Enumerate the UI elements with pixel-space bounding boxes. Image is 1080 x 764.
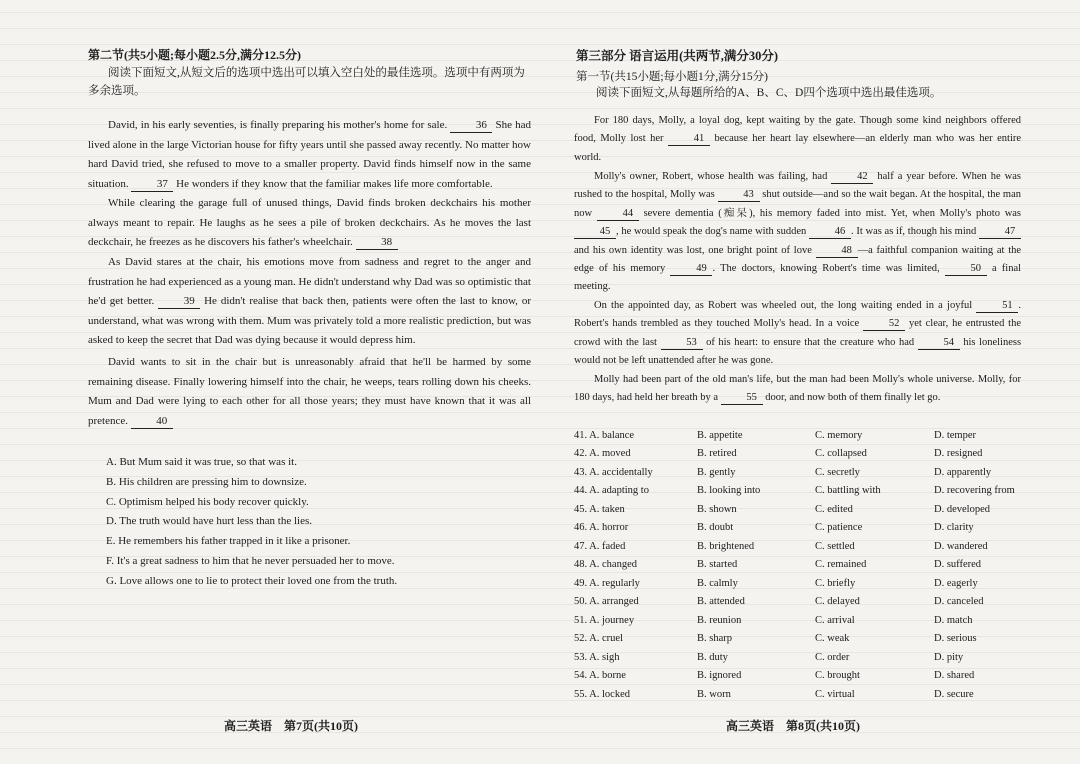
paragraph-text: his loneliness would not be left unattended after he was gone.: [574, 336, 1022, 367]
choice-row-49: [574, 574, 1044, 593]
blank-36: 36: [450, 119, 492, 133]
paragraph-text: yet clear, he entrusted the crowd with the last: [574, 318, 1022, 348]
choice-c: C. briefly: [815, 577, 856, 589]
choice-c: C. settled: [815, 540, 855, 552]
choice-d: D. canceled: [934, 596, 984, 608]
cloze-paragraph-4: [574, 371, 1021, 408]
choice-c: C. brought: [815, 670, 860, 682]
choice-b: B. attended: [697, 596, 745, 608]
blank-39: 39: [158, 295, 200, 309]
paragraph-text: He wonders if they know that the familiar makes life more comfortable.: [176, 177, 493, 190]
blank-54: 54: [918, 336, 960, 350]
choice-c: C. collapsed: [815, 448, 867, 460]
choice-b: B. retired: [697, 448, 737, 460]
paragraph-text: , he would speak the dog's name with sudden: [616, 226, 807, 238]
blank-49: 49: [670, 262, 712, 276]
choice-c: C. order: [815, 651, 850, 663]
paragraph-text: For 180 days, Molly, a loyal dog, kept waiting by the gate. Though some kind neighbors offered food, Molly lost her: [574, 115, 1021, 145]
choice-c: C. battling with: [815, 485, 881, 497]
cloze-choices-table: [574, 426, 1044, 704]
paragraph-text: . The doctors, knowing Robert's time was limited,: [712, 263, 940, 275]
paragraph-text: because her heart lay elsewhere—an elderly man who was her entire world.: [574, 133, 1022, 163]
option-g: G. Love allows one to lie to protect their loved one from the truth.: [106, 574, 398, 587]
choice-d: D. apparently: [934, 466, 992, 478]
paragraph-text: Molly had been part of the old man's life, but the man had been Molly's whole universe. Molly, for 180 days, had held her breath by a: [574, 374, 1021, 404]
paragraph-text: On the appointed day, as Robert was wheeled out, the long waiting ended in a joyful: [594, 300, 973, 311]
blank-51: 51: [976, 299, 1018, 313]
choice-a: 44. A. adapting to: [574, 485, 649, 497]
paragraph-text: a final meeting.: [574, 263, 1022, 293]
choice-d: D. recovering from: [934, 485, 1015, 497]
blank-53: 53: [661, 336, 703, 350]
choice-c: C. virtual: [815, 688, 855, 700]
cloze-paragraph-3: [574, 297, 1021, 371]
part-three-title: 第三部分 语言运用(共两节,满分30分): [576, 49, 779, 63]
choice-b: B. gently: [697, 466, 736, 478]
paragraph-text: severe dementia (痴呆), his memory faded into mist. Yet, when Molly's photo was: [643, 207, 1022, 219]
blank-40: 40: [131, 415, 173, 429]
paragraph-text: She had lived alone in the large Victorian house for fifty years until she passed away recently. No matter how hard David tried, she refused to move to a smaller property. David finds himself now in the same situation.: [88, 119, 532, 190]
cloze-paragraph-1: [574, 112, 1021, 167]
blank-50: 50: [945, 262, 987, 276]
choice-b: B. worn: [697, 688, 731, 700]
passage-paragraph-4: [88, 353, 531, 431]
blank-48: 48: [816, 244, 858, 258]
choice-row-50: [574, 593, 1044, 612]
option-c: C. Optimism helped his body recover quickly.: [106, 495, 309, 508]
choice-b: B. brightened: [697, 540, 755, 552]
choice-a: 49. A. regularly: [574, 577, 640, 589]
choice-a: 46. A. horror: [574, 522, 629, 534]
choice-d: D. developed: [934, 503, 990, 515]
blank-41: 41: [668, 132, 710, 146]
choice-a: 52. A. cruel: [574, 633, 623, 645]
paragraph-text: half a year before. When he was rushed to the hospital, Molly was: [574, 171, 1022, 201]
choice-a: 51. A. journey: [574, 614, 635, 626]
choice-row-45: [574, 500, 1044, 519]
option-f: F. It's a great sadness to him that he never persuaded her to move.: [106, 554, 395, 567]
page-footer-left: 高三英语 第7页(共10页): [224, 719, 358, 733]
choice-b: B. doubt: [697, 522, 734, 534]
section-one-title: 第一节(共15小题;每小题1分,满分15分): [576, 71, 768, 83]
blank-55: 55: [721, 391, 763, 405]
choice-d: D. match: [934, 614, 973, 626]
choice-a: 54. A. borne: [574, 670, 626, 682]
blank-47: 47: [979, 225, 1021, 239]
choice-a: 50. A. arranged: [574, 596, 639, 608]
choice-a: 48. A. changed: [574, 559, 637, 571]
choice-b: B. duty: [697, 651, 728, 663]
choice-d: D. resigned: [934, 448, 983, 460]
option-list: [106, 453, 397, 592]
choice-row-55: [574, 685, 1044, 704]
option-d: D. The truth would have hurt less than the lies.: [106, 515, 313, 528]
choice-a: 42. A. moved: [574, 448, 631, 460]
choice-b: B. looking into: [697, 485, 761, 497]
paragraph-text: . It was as if, though his mind: [850, 226, 977, 238]
choice-c: C. delayed: [815, 596, 860, 608]
blank-42: 42: [831, 170, 873, 184]
choice-row-41: [574, 426, 1044, 445]
choice-c: C. remained: [815, 559, 867, 571]
blank-43: 43: [718, 188, 760, 202]
choice-row-46: [574, 519, 1044, 538]
choice-b: B. sharp: [697, 633, 732, 645]
choice-row-52: [574, 630, 1044, 649]
paragraph-text: shut outside—and so the wait began. At the hospital, the man now: [574, 189, 1021, 219]
page-footer-right: 高三英语 第8页(共10页): [726, 719, 860, 733]
choice-a: 45. A. taken: [574, 503, 625, 515]
paragraph-text: door, and now both of them finally let go.: [765, 392, 941, 404]
paragraph-text: and his own identity was lost, one bright point of love: [574, 244, 812, 256]
blank-45: 45: [574, 225, 616, 239]
choice-d: D. temper: [934, 429, 976, 441]
choice-a: 55. A. locked: [574, 688, 630, 700]
choice-row-42: [574, 445, 1044, 464]
section-two-title: 第二节(共5小题;每小题2.5分,满分12.5分): [88, 48, 301, 62]
choice-c: C. edited: [815, 503, 853, 515]
paragraph-text: . Robert's hands trembled as they touched Molly's head. In a voice: [574, 300, 1021, 330]
paragraph-text: David, in his early seventies, is finally preparing his mother's home for sale.: [108, 119, 448, 131]
choice-b: B. appetite: [697, 429, 743, 441]
option-a: A. But Mum said it was true, so that was it.: [106, 456, 297, 468]
choice-a: 53. A. sigh: [574, 651, 620, 663]
choice-b: B. shown: [697, 503, 737, 515]
paragraph-text: —a faithful companion waiting at the edge of his memory: [574, 244, 1022, 275]
cloze-paragraph-2: [574, 168, 1021, 297]
choice-d: D. serious: [934, 633, 977, 645]
blank-44: 44: [597, 207, 639, 221]
choice-row-43: [574, 463, 1044, 482]
choice-d: D. shared: [934, 670, 975, 682]
choice-a: 47. A. faded: [574, 540, 626, 552]
paragraph-text: He didn't realise that back then, patients were often the last to know, or understand, what was wrong with them. Mum was privately told a more realistic prediction, but was asked to keep the secret that Dad was dying because it would depress him.: [88, 295, 532, 347]
option-b: B. His children are pressing him to downsize.: [106, 475, 307, 488]
section-one-instruction: 阅读下面短文,从每题所给的A、B、C、D四个选项中选出最佳选项。: [596, 87, 942, 99]
choice-c: C. patience: [815, 522, 863, 534]
choice-b: B. started: [697, 559, 738, 571]
choice-d: D. suffered: [934, 559, 982, 571]
choice-row-51: [574, 611, 1044, 630]
choice-d: D. pity: [934, 651, 964, 663]
paragraph-text: While clearing the garage full of unused things, David finds broken deckchairs his mother always meant to repair. He laughs as he sees a pile of broken deckchairs. As he moves the last deckchair, he freezes as he discovers his father's wheelchair.: [88, 197, 531, 249]
passage-paragraph-2: [88, 194, 531, 253]
paragraph-text: David wants to sit in the chair but is unreasonably afraid that he'll be harmed by some remaining disease. Finally lowering himself into the chair, he weeps, tears rolling down his cheeks. Mum and Dad were lying to each other for all those years; they must have known that it was all pretence.: [88, 356, 531, 427]
blank-46: 46: [809, 225, 851, 239]
blank-38: 38: [356, 236, 398, 250]
choice-a: 41. A. balance: [574, 429, 635, 441]
choice-a: 43. A. accidentally: [574, 466, 653, 478]
paragraph-text: Molly's owner, Robert, whose health was failing, had: [594, 171, 828, 182]
option-e: E. He remembers his father trapped in it like a prisoner.: [106, 535, 351, 548]
choice-c: C. arrival: [815, 614, 855, 626]
choice-c: C. memory: [815, 429, 863, 441]
choice-row-48: [574, 556, 1044, 575]
choice-b: B. calmly: [697, 577, 738, 589]
choice-row-54: [574, 667, 1044, 686]
paragraph-text: of his heart: to ensure that the creature who had: [706, 336, 915, 348]
choice-d: D. secure: [934, 688, 974, 700]
section-two-instruction: 阅读下面短文,从短文后的选项中选出可以填入空白处的最佳选项。选项中有两项为多余选项。: [88, 67, 525, 97]
choice-c: C. secretly: [815, 466, 860, 478]
choice-b: B. ignored: [697, 670, 742, 682]
choice-c: C. weak: [815, 633, 850, 645]
paragraph-text: As David stares at the chair, his emotions move from sadness and regret to the anger and frustration he had experienced as a young man. He didn't understand why Dad was so optimistic that he'd get better.: [88, 256, 531, 308]
blank-37: 37: [131, 178, 173, 192]
passage-paragraph-1: [88, 116, 531, 194]
choice-row-47: [574, 537, 1044, 556]
blank-52: 52: [863, 317, 905, 331]
choice-row-53: [574, 648, 1044, 667]
choice-d: D. wandered: [934, 540, 988, 552]
choice-b: B. reunion: [697, 614, 742, 626]
choice-row-44: [574, 482, 1044, 501]
passage-paragraph-3: [88, 253, 531, 351]
choice-d: D. eagerly: [934, 577, 978, 589]
choice-d: D. clarity: [934, 522, 974, 534]
